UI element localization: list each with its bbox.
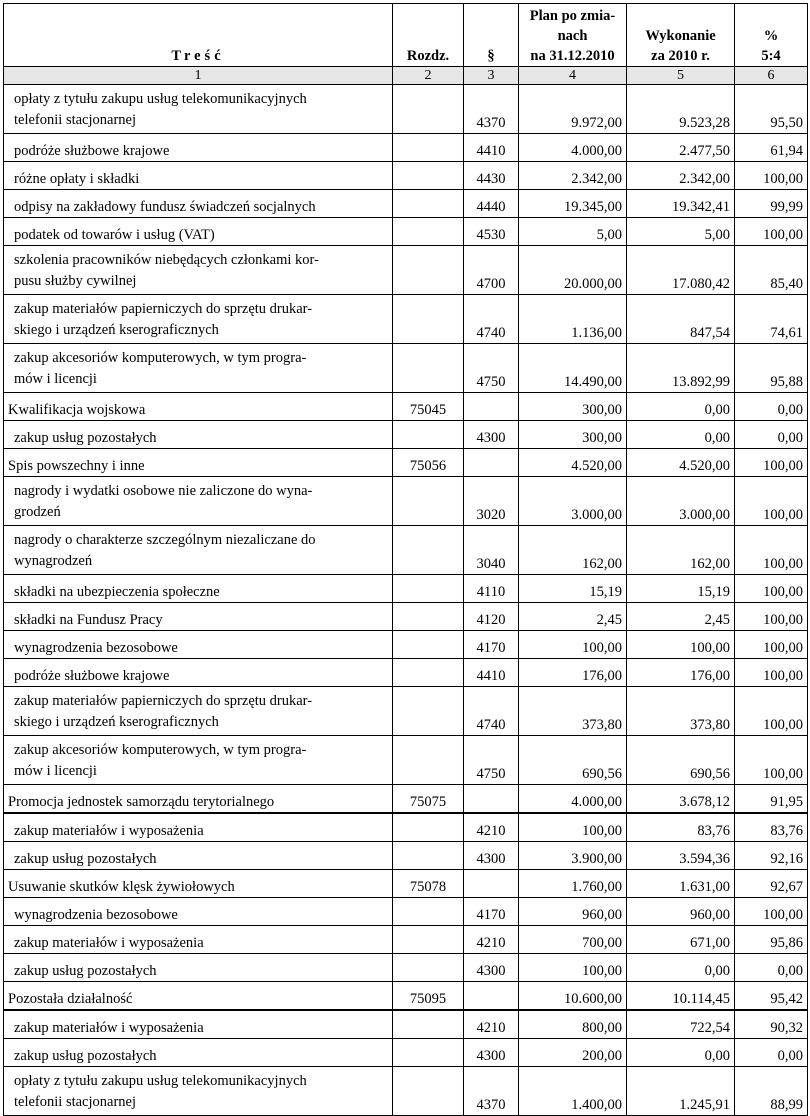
- rozdzial-cell: [393, 85, 464, 134]
- table-row: [4, 575, 808, 603]
- plan-cell: 15,19: [519, 575, 627, 603]
- wykonanie-cell: 3.678,12: [627, 785, 735, 814]
- percent-cell: 100,00: [735, 162, 808, 190]
- header-paragraph: §: [464, 4, 519, 67]
- paragraph-cell: 3040: [464, 526, 519, 575]
- rozdzial-cell: 75056: [393, 449, 464, 477]
- paragraph-cell: 4740: [464, 687, 519, 736]
- item-name: podróże służbowe krajowe: [4, 134, 393, 162]
- header-percent-line1: %: [763, 28, 779, 44]
- paragraph-cell: 4430: [464, 162, 519, 190]
- rozdzial-cell: [393, 954, 464, 982]
- rozdzial-cell: 75095: [393, 982, 464, 1011]
- rozdzial-cell: [393, 218, 464, 246]
- item-name: różne opłaty i składki: [4, 162, 393, 190]
- wykonanie-cell: 0,00: [627, 1039, 735, 1067]
- item-name: zakup materiałów i wyposażenia: [4, 926, 393, 954]
- wykonanie-cell: 13.892,99: [627, 344, 735, 393]
- item-name: zakup usług pozostałych: [4, 842, 393, 870]
- paragraph-cell: 4110: [464, 575, 519, 603]
- section-name: Usuwanie skutków klęsk żywiołowych: [4, 870, 393, 898]
- item-name: zakup usług pozostałych: [4, 1039, 393, 1067]
- table-row: [4, 1010, 808, 1039]
- table-row: [4, 1039, 808, 1067]
- rozdzial-cell: [393, 421, 464, 449]
- item-name-text: zakup materiałów papierniczych do sprzętu drukar- skiego i urządzeń kserograficznych: [14, 693, 313, 730]
- wykonanie-cell: 0,00: [627, 393, 735, 421]
- plan-cell: 960,00: [519, 898, 627, 926]
- table-row: [4, 736, 808, 785]
- rozdzial-cell: [393, 477, 464, 526]
- item-name: [4, 344, 393, 393]
- plan-cell: 4.520,00: [519, 449, 627, 477]
- item-name: [4, 295, 393, 344]
- paragraph-cell: [464, 449, 519, 477]
- percent-cell: 91,95: [735, 785, 808, 814]
- plan-cell: 690,56: [519, 736, 627, 785]
- wykonanie-cell: 100,00: [627, 631, 735, 659]
- plan-cell: 4.000,00: [519, 785, 627, 814]
- table-row: [4, 190, 808, 218]
- table-row: [4, 954, 808, 982]
- item-name-text: nagrody i wydatki osobowe nie zaliczone do wyna- grodzeń: [14, 483, 313, 520]
- plan-cell: 373,80: [519, 687, 627, 736]
- column-number: 1: [4, 67, 393, 85]
- wykonanie-cell: 3.594,36: [627, 842, 735, 870]
- percent-cell: 92,67: [735, 870, 808, 898]
- header-plan: [519, 4, 627, 67]
- table-body: [4, 85, 808, 1116]
- paragraph-cell: 4300: [464, 421, 519, 449]
- rozdzial-cell: [393, 295, 464, 344]
- wykonanie-cell: 2.342,00: [627, 162, 735, 190]
- plan-cell: 100,00: [519, 631, 627, 659]
- plan-cell: 200,00: [519, 1039, 627, 1067]
- table-row: [4, 134, 808, 162]
- paragraph-cell: 4530: [464, 218, 519, 246]
- plan-cell: 3.900,00: [519, 842, 627, 870]
- plan-cell: 5,00: [519, 218, 627, 246]
- wykonanie-cell: 5,00: [627, 218, 735, 246]
- rozdzial-cell: [393, 575, 464, 603]
- percent-cell: 95,88: [735, 344, 808, 393]
- paragraph-cell: 4300: [464, 842, 519, 870]
- percent-cell: 95,86: [735, 926, 808, 954]
- rozdzial-cell: [393, 134, 464, 162]
- wykonanie-cell: 722,54: [627, 1010, 735, 1039]
- table-row: [4, 526, 808, 575]
- plan-cell: 2.342,00: [519, 162, 627, 190]
- plan-cell: 9.972,00: [519, 85, 627, 134]
- header-plan-line2: nach: [557, 28, 588, 44]
- paragraph-cell: 3020: [464, 477, 519, 526]
- paragraph-cell: 4120: [464, 603, 519, 631]
- wykonanie-cell: 0,00: [627, 421, 735, 449]
- item-name-text: zakup akcesoriów komputerowych, w tym progra- mów i licencji: [14, 350, 307, 387]
- rozdzial-cell: [393, 603, 464, 631]
- rozdzial-cell: [393, 736, 464, 785]
- paragraph-cell: 4750: [464, 344, 519, 393]
- percent-cell: 100,00: [735, 218, 808, 246]
- percent-cell: 100,00: [735, 631, 808, 659]
- table-row: [4, 982, 808, 1011]
- table-row: [4, 1067, 808, 1116]
- plan-cell: 300,00: [519, 393, 627, 421]
- item-name: [4, 687, 393, 736]
- item-name: [4, 85, 393, 134]
- item-name: składki na Fundusz Pracy: [4, 603, 393, 631]
- rozdzial-cell: [393, 898, 464, 926]
- percent-cell: 88,99: [735, 1067, 808, 1116]
- item-name: [4, 246, 393, 295]
- percent-cell: 100,00: [735, 603, 808, 631]
- paragraph-cell: 4170: [464, 898, 519, 926]
- item-name-text: szkolenia pracowników niebędących członkami kor- pusu służby cywilnej: [14, 252, 319, 289]
- item-name: składki na ubezpieczenia społeczne: [4, 575, 393, 603]
- paragraph-cell: 4440: [464, 190, 519, 218]
- plan-cell: 14.490,00: [519, 344, 627, 393]
- percent-cell: 61,94: [735, 134, 808, 162]
- percent-cell: 100,00: [735, 526, 808, 575]
- plan-cell: 2,45: [519, 603, 627, 631]
- wykonanie-cell: 960,00: [627, 898, 735, 926]
- plan-cell: 3.000,00: [519, 477, 627, 526]
- item-name-text: opłaty z tytułu zakupu usług telekomunikacyjnych telefonii stacjonarnej: [14, 1073, 307, 1110]
- plan-cell: 162,00: [519, 526, 627, 575]
- table-row: [4, 842, 808, 870]
- wykonanie-cell: 19.342,41: [627, 190, 735, 218]
- paragraph-cell: 4210: [464, 926, 519, 954]
- item-name-text: zakup akcesoriów komputerowych, w tym progra- mów i licencji: [14, 742, 307, 779]
- paragraph-cell: [464, 393, 519, 421]
- budget-table: [3, 3, 808, 1116]
- wykonanie-cell: 373,80: [627, 687, 735, 736]
- table-row: [4, 246, 808, 295]
- rozdzial-cell: [393, 246, 464, 295]
- rozdzial-cell: [393, 659, 464, 687]
- plan-cell: 1.136,00: [519, 295, 627, 344]
- item-name: odpisy na zakładowy fundusz świadczeń socjalnych: [4, 190, 393, 218]
- plan-cell: 20.000,00: [519, 246, 627, 295]
- section-name: Spis powszechny i inne: [4, 449, 393, 477]
- item-name: [4, 1067, 393, 1116]
- plan-cell: 1.400,00: [519, 1067, 627, 1116]
- paragraph-cell: 4750: [464, 736, 519, 785]
- item-name: zakup materiałów i wyposażenia: [4, 1010, 393, 1039]
- table-row: [4, 295, 808, 344]
- section-name: Kwalifikacja wojskowa: [4, 393, 393, 421]
- wykonanie-cell: 17.080,42: [627, 246, 735, 295]
- column-numbers-row: [4, 67, 808, 85]
- rozdzial-cell: [393, 631, 464, 659]
- wykonanie-cell: 847,54: [627, 295, 735, 344]
- percent-cell: 95,42: [735, 982, 808, 1011]
- plan-cell: 1.760,00: [519, 870, 627, 898]
- wykonanie-cell: 176,00: [627, 659, 735, 687]
- wykonanie-cell: 2.477,50: [627, 134, 735, 162]
- wykonanie-cell: 10.114,45: [627, 982, 735, 1011]
- table-row: [4, 85, 808, 134]
- table-row: [4, 603, 808, 631]
- column-number: 5: [627, 67, 735, 85]
- paragraph-cell: 4370: [464, 1067, 519, 1116]
- paragraph-cell: 4410: [464, 659, 519, 687]
- paragraph-cell: 4740: [464, 295, 519, 344]
- plan-cell: 4.000,00: [519, 134, 627, 162]
- plan-cell: 700,00: [519, 926, 627, 954]
- table-row: [4, 393, 808, 421]
- paragraph-cell: 4170: [464, 631, 519, 659]
- wykonanie-cell: 2,45: [627, 603, 735, 631]
- rozdzial-cell: [393, 1010, 464, 1039]
- table-row: [4, 687, 808, 736]
- paragraph-cell: 4210: [464, 1010, 519, 1039]
- column-number: 3: [464, 67, 519, 85]
- table-row: [4, 785, 808, 814]
- rozdzial-cell: [393, 687, 464, 736]
- paragraph-cell: 4410: [464, 134, 519, 162]
- item-name: zakup usług pozostałych: [4, 421, 393, 449]
- percent-cell: 0,00: [735, 1039, 808, 1067]
- header-rozdz: Rozdz.: [393, 4, 464, 67]
- rozdzial-cell: 75075: [393, 785, 464, 814]
- paragraph-cell: [464, 785, 519, 814]
- percent-cell: 100,00: [735, 477, 808, 526]
- percent-cell: 100,00: [735, 687, 808, 736]
- table-header-row: [4, 4, 808, 67]
- percent-cell: 100,00: [735, 575, 808, 603]
- column-number: 6: [735, 67, 808, 85]
- percent-cell: 0,00: [735, 954, 808, 982]
- item-name: [4, 736, 393, 785]
- rozdzial-cell: [393, 344, 464, 393]
- column-number: 4: [519, 67, 627, 85]
- wykonanie-cell: 4.520,00: [627, 449, 735, 477]
- wykonanie-cell: 1.245,91: [627, 1067, 735, 1116]
- paragraph-cell: [464, 982, 519, 1011]
- item-name: wynagrodzenia bezosobowe: [4, 631, 393, 659]
- item-name-text: nagrody o charakterze szczególnym niezaliczane do wynagrodzeń: [14, 532, 316, 569]
- percent-cell: 95,50: [735, 85, 808, 134]
- item-name: podatek od towarów i usług (VAT): [4, 218, 393, 246]
- wykonanie-cell: 0,00: [627, 954, 735, 982]
- wykonanie-cell: 3.000,00: [627, 477, 735, 526]
- table-row: [4, 813, 808, 842]
- wykonanie-cell: 83,76: [627, 813, 735, 842]
- wykonanie-cell: 162,00: [627, 526, 735, 575]
- percent-cell: 100,00: [735, 736, 808, 785]
- paragraph-cell: 4300: [464, 1039, 519, 1067]
- rozdzial-cell: [393, 162, 464, 190]
- plan-cell: 800,00: [519, 1010, 627, 1039]
- rozdzial-cell: [393, 1067, 464, 1116]
- header-plan-line3: na 31.12.2010: [530, 48, 615, 64]
- table-row: [4, 477, 808, 526]
- header-percent-line2: 5:4: [761, 48, 781, 64]
- percent-cell: 0,00: [735, 421, 808, 449]
- percent-cell: 83,76: [735, 813, 808, 842]
- item-name: [4, 477, 393, 526]
- wykonanie-cell: 1.631,00: [627, 870, 735, 898]
- plan-cell: 19.345,00: [519, 190, 627, 218]
- rozdzial-cell: [393, 190, 464, 218]
- header-wykonanie: [627, 4, 735, 67]
- table-row: [4, 449, 808, 477]
- percent-cell: 0,00: [735, 393, 808, 421]
- paragraph-cell: 4700: [464, 246, 519, 295]
- percent-cell: 99,99: [735, 190, 808, 218]
- header-wykonanie-line2: za 2010 r.: [651, 48, 710, 64]
- paragraph-cell: 4300: [464, 954, 519, 982]
- section-name: Pozostała działalność: [4, 982, 393, 1011]
- table-row: [4, 162, 808, 190]
- header-tresc: Treść: [4, 4, 393, 67]
- table-row: [4, 218, 808, 246]
- paragraph-cell: [464, 870, 519, 898]
- rozdzial-cell: [393, 1039, 464, 1067]
- rozdzial-cell: 75045: [393, 393, 464, 421]
- percent-cell: 74,61: [735, 295, 808, 344]
- table-row: [4, 870, 808, 898]
- wykonanie-cell: 9.523,28: [627, 85, 735, 134]
- table-row: [4, 421, 808, 449]
- percent-cell: 100,00: [735, 659, 808, 687]
- item-name: podróże służbowe krajowe: [4, 659, 393, 687]
- item-name: wynagrodzenia bezosobowe: [4, 898, 393, 926]
- header-percent: [735, 4, 808, 67]
- header-plan-line1: Plan po zmia-: [529, 8, 616, 24]
- rozdzial-cell: [393, 842, 464, 870]
- percent-cell: 90,32: [735, 1010, 808, 1039]
- header-wykonanie-line1: Wykonanie: [645, 28, 716, 44]
- column-number: 2: [393, 67, 464, 85]
- percent-cell: 100,00: [735, 898, 808, 926]
- item-name-text: zakup materiałów papierniczych do sprzętu drukar- skiego i urządzeń kserograficznych: [14, 301, 313, 338]
- rozdzial-cell: [393, 526, 464, 575]
- table-row: [4, 659, 808, 687]
- item-name: zakup usług pozostałych: [4, 954, 393, 982]
- item-name-text: opłaty z tytułu zakupu usług telekomunikacyjnych telefonii stacjonarnej: [14, 91, 307, 128]
- wykonanie-cell: 671,00: [627, 926, 735, 954]
- table-row: [4, 898, 808, 926]
- percent-cell: 92,16: [735, 842, 808, 870]
- wykonanie-cell: 15,19: [627, 575, 735, 603]
- item-name: zakup materiałów i wyposażenia: [4, 813, 393, 842]
- plan-cell: 10.600,00: [519, 982, 627, 1011]
- table-row: [4, 631, 808, 659]
- percent-cell: 85,40: [735, 246, 808, 295]
- paragraph-cell: 4370: [464, 85, 519, 134]
- plan-cell: 300,00: [519, 421, 627, 449]
- item-name: [4, 526, 393, 575]
- table-row: [4, 344, 808, 393]
- table-row: [4, 926, 808, 954]
- section-name: Promocja jednostek samorządu terytorialnego: [4, 785, 393, 814]
- plan-cell: 100,00: [519, 954, 627, 982]
- plan-cell: 176,00: [519, 659, 627, 687]
- plan-cell: 100,00: [519, 813, 627, 842]
- wykonanie-cell: 690,56: [627, 736, 735, 785]
- rozdzial-cell: [393, 926, 464, 954]
- rozdzial-cell: 75078: [393, 870, 464, 898]
- percent-cell: 100,00: [735, 449, 808, 477]
- rozdzial-cell: [393, 813, 464, 842]
- paragraph-cell: 4210: [464, 813, 519, 842]
